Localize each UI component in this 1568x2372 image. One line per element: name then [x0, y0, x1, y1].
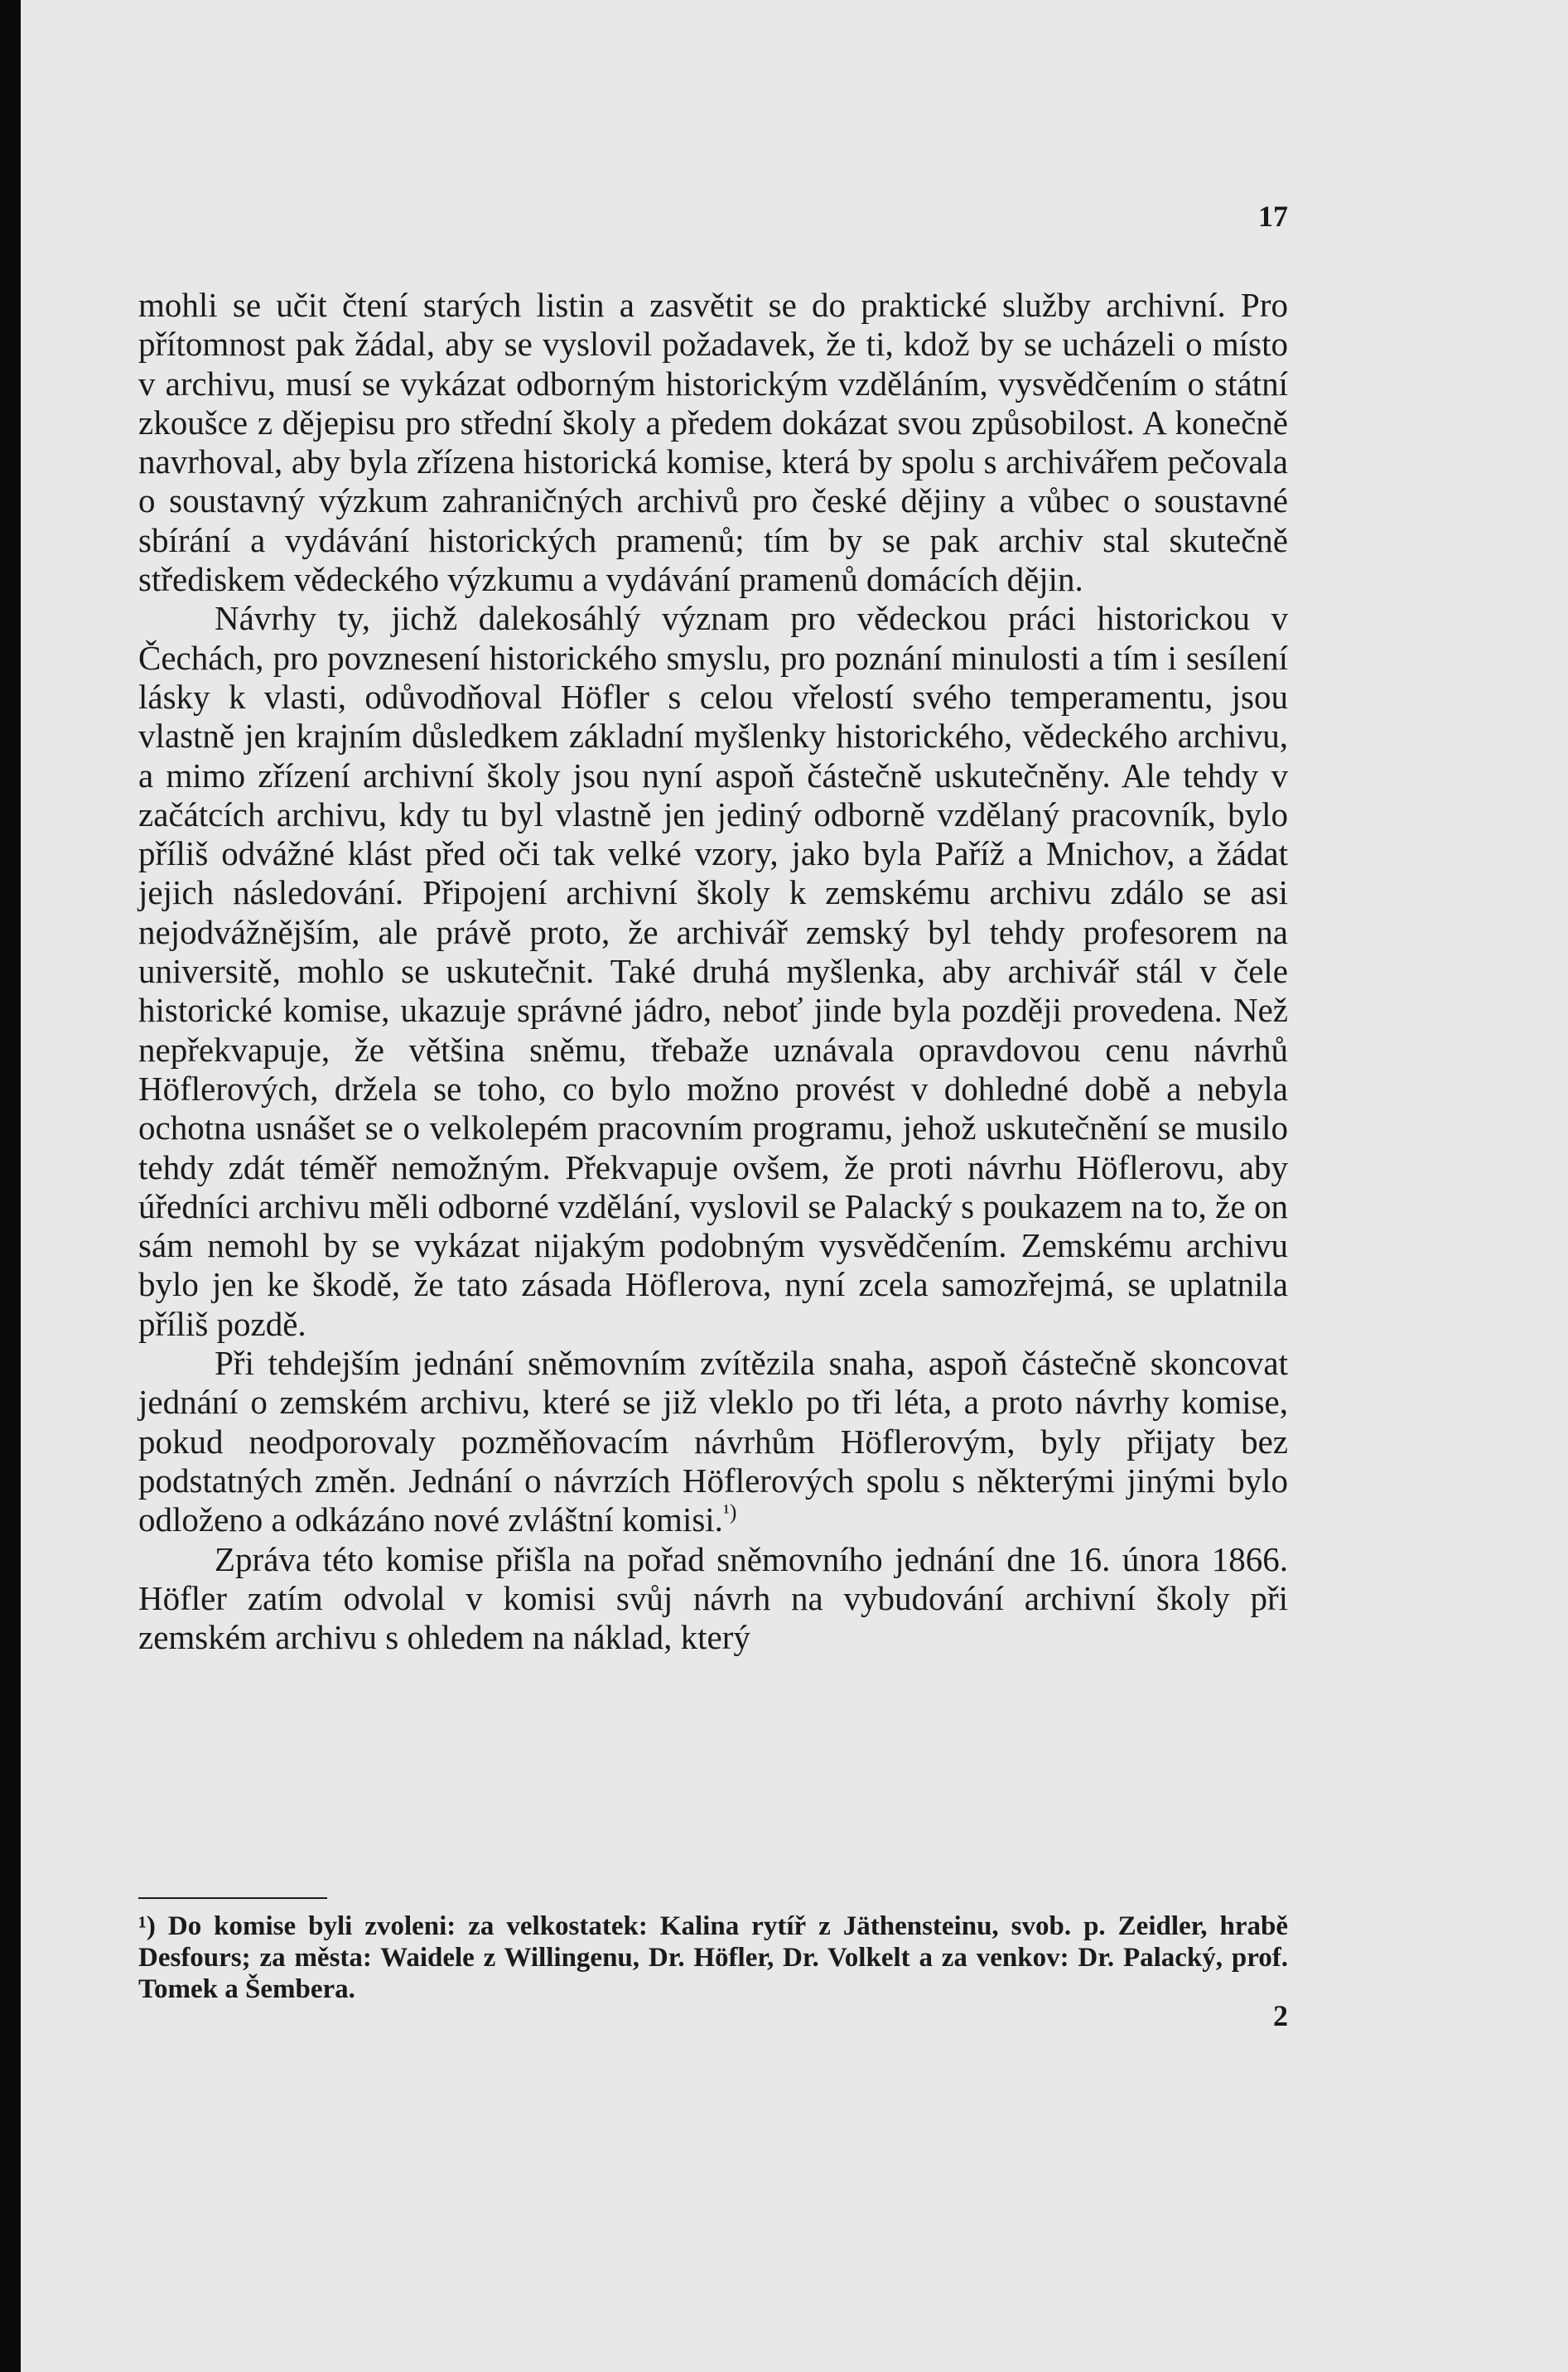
body-text: [138, 286, 1288, 1657]
footnote-reference: ¹): [722, 1500, 737, 1524]
footnote-marker: ¹): [138, 1911, 156, 1941]
footnote-divider: [138, 1897, 327, 1899]
paragraph-4: Zpráva této komise přišla na pořad sněmovního jednání dne 16. února 1866. Höfler zatím odvolal v komisi svůj návrh na vybudování archivní školy při zemském archivu s ohledem na náklad, který: [138, 1539, 1288, 1657]
footnotes: [138, 1911, 1288, 2005]
footnote-1: [138, 1911, 1288, 2005]
paragraph-3: [138, 1344, 1288, 1539]
book-page: [21, 0, 1568, 2372]
paragraph-2: Návrhy ty, jichž dalekosáhlý význam pro vědeckou práci historickou v Čechách, pro povznesení historického smyslu, pro poznání minulosti a tím i sesílení lásky k vlasti, odůvodňoval Höfler s celou vřelostí svého temperamentu, jsou vlastně jen krajním důsledkem základní myšlenky historického, vědeckého archivu, a mimo zřízení archivní školy jsou nyní aspoň částečně uskutečněny. Ale tehdy v začátcích archivu, kdy tu byl vlastně jen jediný odborně vzdělaný pracovník, bylo příliš odvážné klást před oči tak velké vzory, jako byla Paříž a Mnichov, a žádat jejich následování. Připojení archivní školy k zemskému archivu zdálo se asi nejodvážnějším, ale právě proto, že archivář zemský byl tehdy profesorem na universitě, mohlo se uskutečnit. Také druhá myšlenka, aby archivář stál v čele historické komise, ukazuje správné jádro, neboť jinde byla později provedena. Než nepřekvapuje, že většina sněmu, třebaže uznávala opravdovou cenu návrhů Höflerových, držela se toho, co bylo možno provést v dohledné době a nebyla ochotna usnášet se o velkolepém pracovním programu, jehož uskutečnění se musilo tehdy zdát téměř nemožným. Překvapuje ovšem, že proti návrhu Höflerovu, aby úředníci archivu měli odborné vzdělání, vyslovil se Palacký s poukazem na to, že on sám nemohl by se vykázat nijakým podobným vysvědčením. Zemskému archivu bylo jen ke škodě, že tato zásada Höflerova, nyní zcela samozřejmá, se uplatnila příliš pozdě.: [138, 599, 1288, 1343]
paragraph-3-text: Při tehdejším jednání sněmovním zvítězila snaha, aspoň částečně skoncovat jednání o zemském archivu, které se již vleklo po tři léta, a proto návrhy komise, pokud neodporovaly pozměňovacím návrhům Höflerovým, byly přijaty bez podstatných změn. Jednání o návrzích Höflerových spolu s některými jinými bylo odloženo a odkázáno nové zvláštní komisi.: [138, 1344, 1288, 1539]
footnote-text: Do komise byli zvoleni: za velkostatek: Kalina rytíř z Jäthensteinu, svob. p. Zeidler, hrabě Desfours; za města: Waidele z Willingenu, Dr. Höfler, Dr. Volkelt a za venkov: Dr. Palacký, prof. Tomek a Šembera.: [138, 1911, 1288, 2004]
page-number: 17: [1258, 200, 1288, 233]
paragraph-1: mohli se učit čtení starých listin a zasvětit se do praktické služby archivní. Pro přítomnost pak žádal, aby se vyslovil požadavek, že ti, kdož by se ucházeli o místo v archivu, musí se vykázat odborným historickým vzděláním, vysvědčením o státní zkoušce z dějepisu pro střední školy a předem dokázat svou způsobilost. A konečně navrhoval, aby byla zřízena historická komise, která by spolu s archivářem pečovala o soustavný výzkum zahraničných archivů pro české dějiny a vůbec o soustavné sbírání a vydávání historických pramenů; tím by se pak archiv stal skutečně střediskem vědeckého výzkumu a vydávání pramenů domácích dějin.: [138, 286, 1288, 599]
signature-mark: 2: [1273, 1999, 1288, 2032]
